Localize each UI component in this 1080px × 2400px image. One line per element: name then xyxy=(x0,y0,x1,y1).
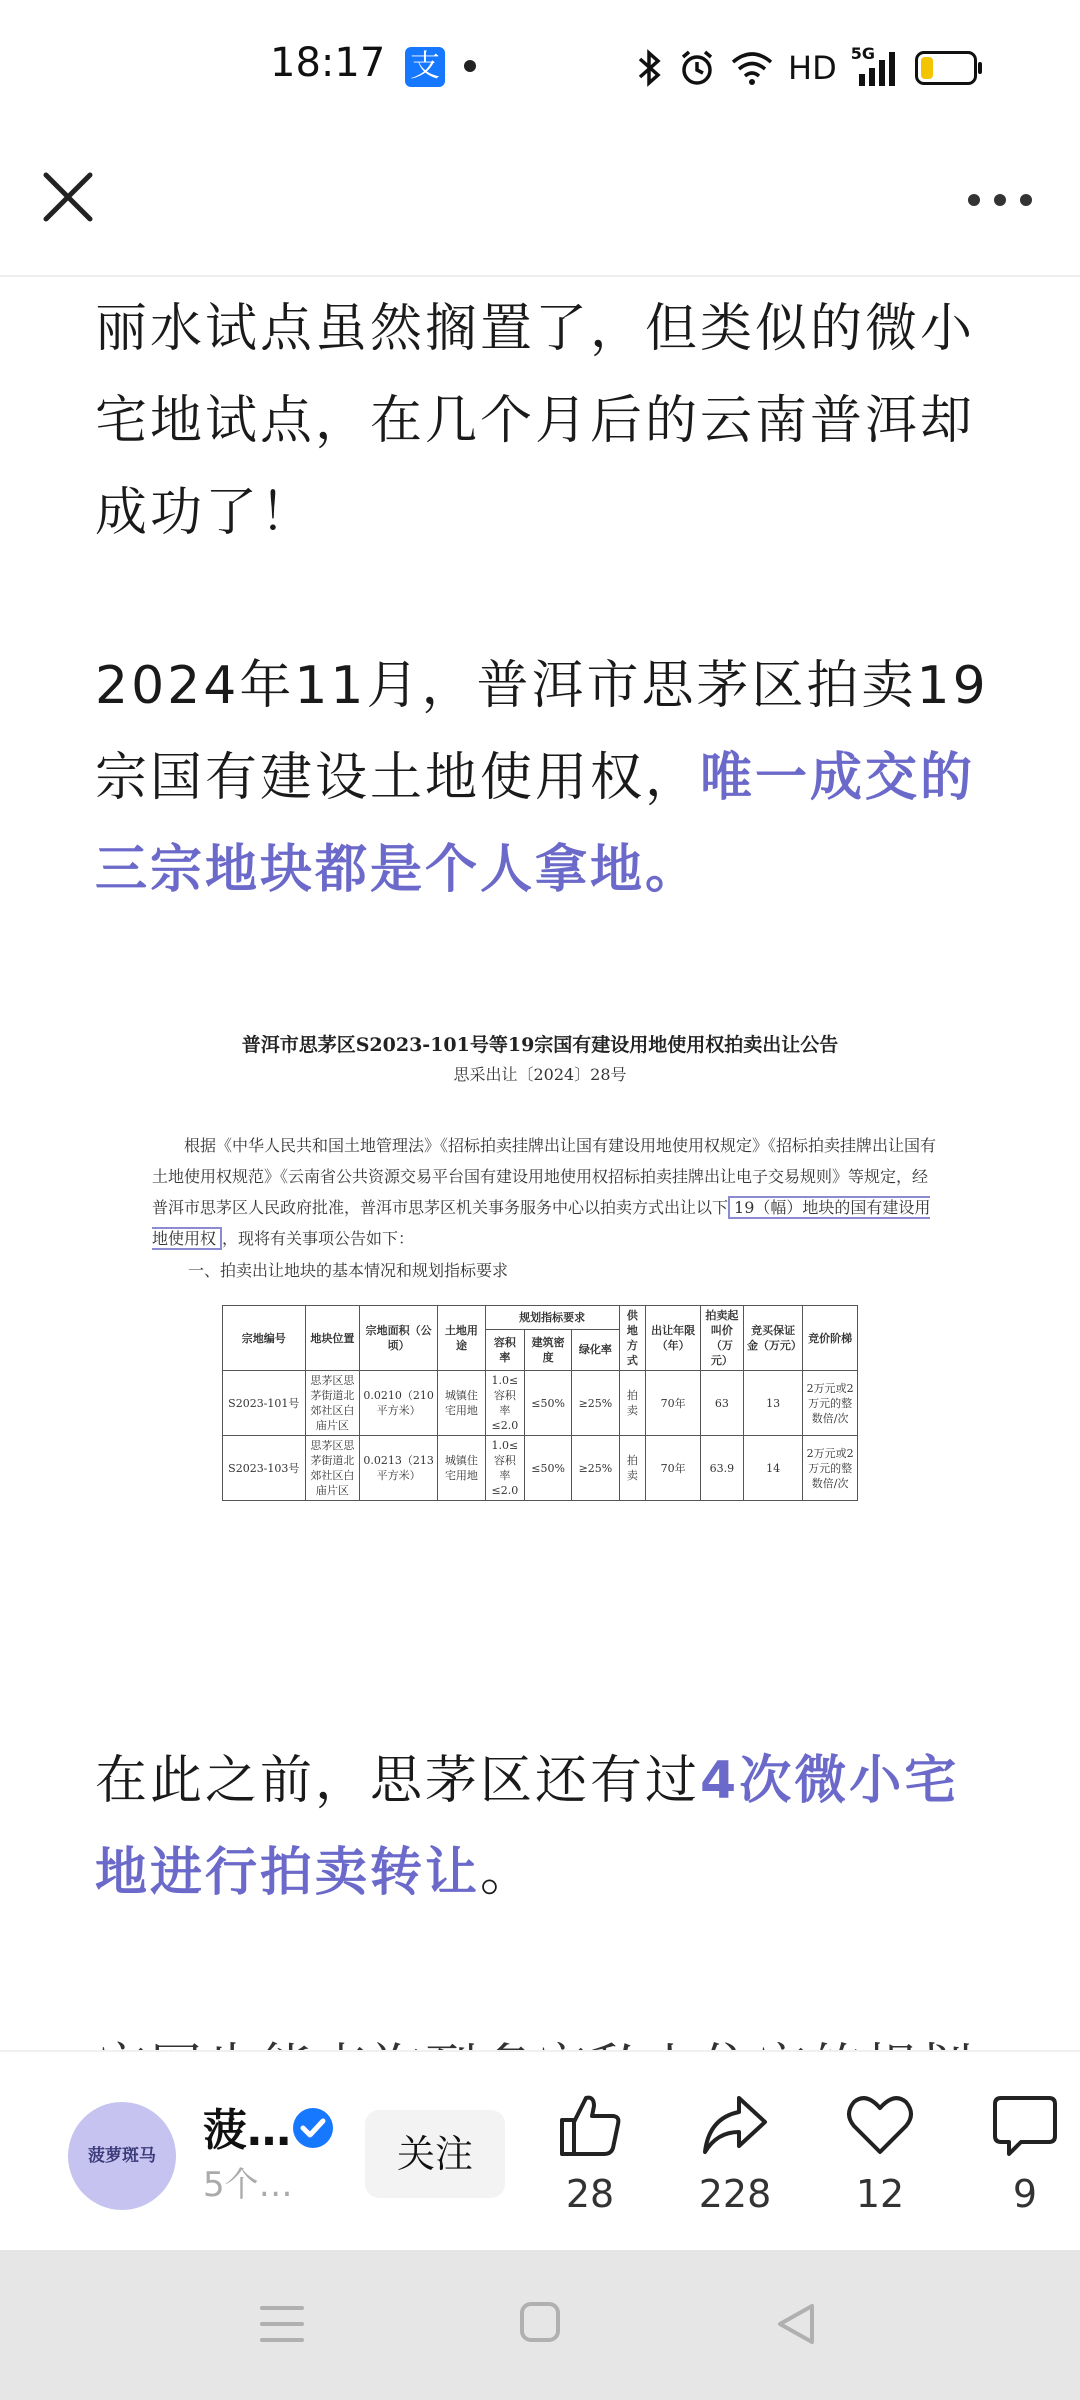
wifi-icon xyxy=(730,50,774,86)
follow-button[interactable]: 关注 xyxy=(365,2110,505,2198)
table-cell: 拍卖 xyxy=(619,1371,646,1436)
table-cell: ≥25% xyxy=(572,1436,619,1501)
doc-title: 普洱市思茅区S2023-101号等19宗国有建设用地使用权拍卖出让公告 xyxy=(241,1034,839,1056)
table-cell: 2万元或2万元的整数倍/次 xyxy=(803,1436,858,1501)
system-nav-bar xyxy=(0,2250,1080,2400)
signal-icon xyxy=(850,44,901,88)
table-cell: 13 xyxy=(743,1371,802,1436)
share-icon xyxy=(701,2092,769,2158)
highlight-text: 4次微小宅地进行拍卖转让 xyxy=(95,1751,960,1903)
table-cell: 1.0≤容积率≤2.0 xyxy=(485,1371,524,1436)
article-paragraph: 丽水试点虽然搁置了，但类似的微小宅地试点，在几个月后的云南普洱却成功了！ xyxy=(95,299,976,543)
table-header: 建筑密度 xyxy=(524,1329,571,1370)
doc-boxed-text: 19（幅）地块的国有建设用地使用权 xyxy=(152,1198,931,1248)
doc-body-text: ，现将有关事项公告如下： xyxy=(222,1229,415,1248)
table-header: 宗地编号 xyxy=(223,1306,306,1371)
table-cell: 1.0≤容积率≤2.0 xyxy=(485,1436,524,1501)
paragraph-text: 2024年11月，普洱市思茅区拍卖19宗国有建设土地使用权， xyxy=(95,656,989,808)
author-name[interactable]: 菠… xyxy=(203,2105,291,2156)
notification-dot-icon xyxy=(464,60,476,72)
table-cell: 城镇住宅用地 xyxy=(438,1436,486,1501)
alarm-icon xyxy=(678,48,716,88)
table-header: 竞价阶梯 xyxy=(803,1306,858,1371)
table-row xyxy=(223,1371,858,1436)
comment-count: 9 xyxy=(1012,2172,1038,2216)
author-avatar[interactable]: 菠萝斑马 xyxy=(68,2102,176,2210)
table-cell: 14 xyxy=(743,1436,802,1501)
more-options-button[interactable] xyxy=(960,185,1040,215)
more-icon xyxy=(960,185,1040,215)
hd-label: HD xyxy=(788,49,837,87)
table-header: 出让年限（年） xyxy=(646,1306,701,1371)
table-header: 规划指标要求 xyxy=(485,1306,619,1330)
doc-body-text: 根据《中华人民共和国土地管理法》《招标拍卖挂牌出让国有建设用地使用权规定》《招标拍卖挂牌出让国有土地使用权规范》《云南省公共资源交易平台国有建设用地使用权招标拍卖挂牌出让电子交易规则》等规定，经普洱市思茅区人民政府批准，普洱市思茅区机关事务服务中心以拍卖方式出让以下 xyxy=(152,1136,937,1217)
table-header: 地块位置 xyxy=(305,1306,360,1371)
back-icon[interactable] xyxy=(772,2300,820,2348)
bluetooth-icon xyxy=(636,48,664,88)
share-count: 228 xyxy=(698,2172,772,2216)
bottom-action-bar xyxy=(0,2050,1080,2252)
table-header: 绿化率 xyxy=(572,1329,619,1370)
battery-level xyxy=(921,57,933,79)
doc-subtitle: 思采出让〔2024〕28号 xyxy=(453,1065,627,1084)
table-header: 拍卖起叫价（万元） xyxy=(700,1306,743,1371)
heart-icon xyxy=(846,2092,914,2158)
verified-badge-icon xyxy=(291,2106,335,2150)
table-cell: 63.9 xyxy=(700,1436,743,1501)
paragraph-text: 在此之前，思茅区还有过 xyxy=(95,1751,701,1811)
table-cell: ≤50% xyxy=(524,1436,571,1501)
table-header: 容积率 xyxy=(485,1329,524,1370)
table-cell: 拍卖 xyxy=(619,1436,646,1501)
top-bar xyxy=(0,135,1080,277)
like-button[interactable] xyxy=(535,2092,645,2216)
table-cell: 70年 xyxy=(646,1371,701,1436)
favorite-count: 12 xyxy=(855,2172,905,2216)
highlight-text: 唯一成交的三宗地块都是个人拿地。 xyxy=(95,748,976,900)
close-icon xyxy=(38,167,98,227)
table-cell: 70年 xyxy=(646,1436,701,1501)
table-cell: 0.0210（210平方米） xyxy=(360,1371,438,1436)
table-cell: 2万元或2万元的整数倍/次 xyxy=(803,1371,858,1436)
alipay-notification-icon: 支 xyxy=(405,47,445,87)
table-cell: 63 xyxy=(700,1371,743,1436)
paragraph-text: 。 xyxy=(480,1843,536,1903)
table-cell: S2023-103号 xyxy=(223,1436,306,1501)
signal-label: 5G xyxy=(850,44,875,63)
table-cell: 城镇住宅用地 xyxy=(438,1371,486,1436)
table-cell: ≥25% xyxy=(572,1371,619,1436)
table-header: 土地用途 xyxy=(438,1306,486,1371)
menu-icon[interactable] xyxy=(258,2302,306,2346)
status-icons xyxy=(636,46,977,90)
table-cell: 思茅区思茅街道北郊社区白庙片区 xyxy=(305,1436,360,1501)
table-cell: 思茅区思茅街道北郊社区白庙片区 xyxy=(305,1371,360,1436)
author-subtitle: 5个… xyxy=(203,2165,293,2205)
document-image[interactable] xyxy=(140,1030,940,1640)
doc-body xyxy=(152,1130,942,1254)
article-paragraph xyxy=(95,1735,995,1919)
home-icon[interactable] xyxy=(518,2300,562,2344)
like-count: 28 xyxy=(565,2172,615,2216)
table-cell: S2023-101号 xyxy=(223,1371,306,1436)
comment-icon xyxy=(991,2092,1059,2158)
article-paragraph xyxy=(95,640,995,916)
table-header: 竞买保证金（万元） xyxy=(743,1306,802,1371)
battery-icon xyxy=(915,51,977,85)
land-table xyxy=(222,1305,858,1501)
status-time: 18:17 xyxy=(270,40,386,86)
share-button[interactable] xyxy=(680,2092,790,2216)
table-row xyxy=(223,1436,858,1501)
doc-section-heading: 一、拍卖出让地块的基本情况和规划指标要求 xyxy=(188,1261,509,1280)
table-cell: ≤50% xyxy=(524,1371,571,1436)
table-cell: 0.0213（213平方米） xyxy=(360,1436,438,1501)
close-button[interactable] xyxy=(38,167,98,227)
thumbs-up-icon xyxy=(556,2092,624,2158)
status-bar xyxy=(0,0,1080,135)
table-header: 供地方式 xyxy=(619,1306,646,1371)
favorite-button[interactable] xyxy=(825,2092,935,2216)
comment-button[interactable] xyxy=(970,2092,1080,2216)
table-header: 宗地面积（公顷） xyxy=(360,1306,438,1371)
